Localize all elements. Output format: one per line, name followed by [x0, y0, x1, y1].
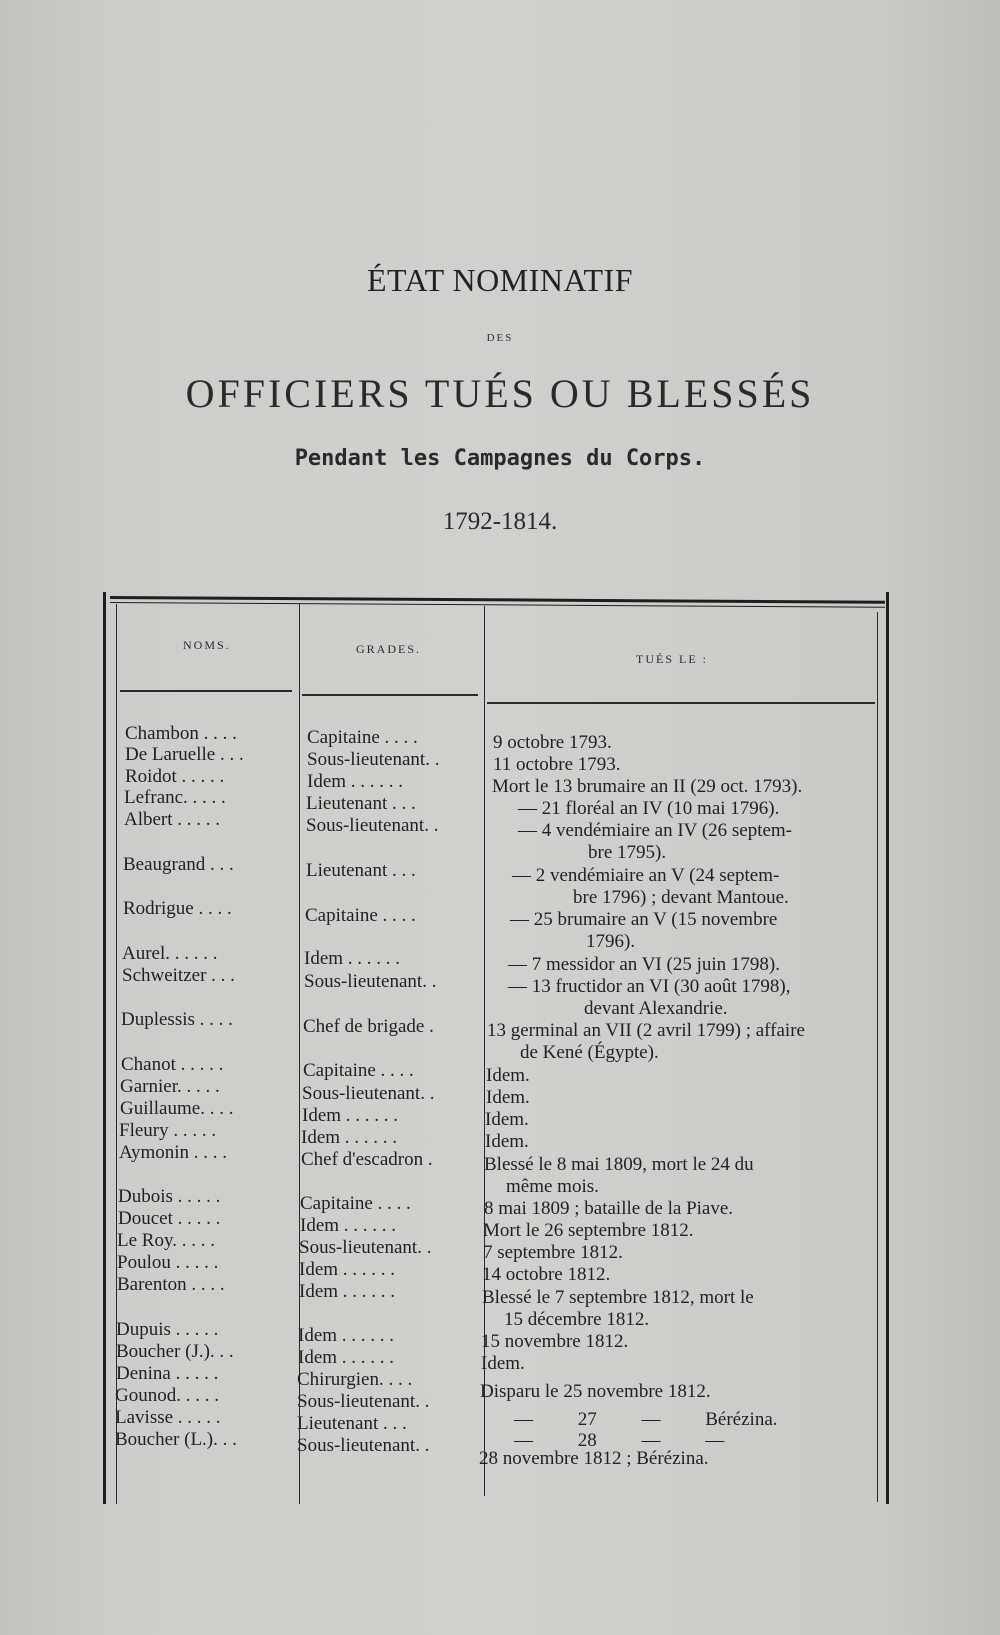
- grade-cell: Capitaine . . . .: [307, 727, 418, 748]
- grade-cell: Idem . . . . . .: [298, 1325, 395, 1346]
- name-cell: Boucher (L.). . .: [115, 1429, 237, 1450]
- grade-cell: Idem . . . . . .: [300, 1215, 397, 1236]
- grade-cell: Idem . . . . . .: [299, 1259, 396, 1280]
- name-cell: Denina . . . . .: [116, 1363, 219, 1384]
- name-cell: Aymonin . . . .: [119, 1142, 228, 1163]
- grade-cell: Idem . . . . . .: [304, 948, 401, 969]
- name-cell: Dubois . . . . .: [118, 1186, 221, 1207]
- grade-cell: Idem . . . . . .: [302, 1105, 399, 1126]
- name-cell: Chambon . . . .: [125, 723, 237, 744]
- name-cell: Lavisse . . . . .: [115, 1407, 221, 1428]
- column-header-names: NOMS.: [183, 638, 231, 652]
- name-cell: Chanot . . . . .: [121, 1054, 224, 1075]
- grade-cell: Chef de brigade .: [303, 1016, 434, 1037]
- date-cell: 28 novembre 1812 ; Bérézina.: [479, 1448, 709, 1469]
- header-rule: [487, 702, 875, 704]
- name-cell: Gounod. . . . .: [115, 1385, 219, 1406]
- header-rule: [120, 690, 292, 692]
- date-cell: Idem.: [486, 1087, 530, 1108]
- date-cell: — 27 — Bérézina.: [514, 1409, 778, 1430]
- grade-cell: Idem . . . . . .: [298, 1347, 395, 1368]
- page-title: ÉTAT NOMINATIF: [366, 262, 634, 298]
- date-cell: Idem.: [486, 1065, 530, 1086]
- name-cell: De Laruelle . . .: [125, 744, 244, 765]
- years: 1792-1814.: [442, 508, 558, 535]
- name-cell: Boucher (J.). . .: [116, 1341, 234, 1362]
- name-cell: Albert . . . . .: [124, 809, 221, 830]
- subtitle: Pendant les Campagnes du Corps.: [294, 446, 706, 471]
- name-cell: Beaugrand . . .: [123, 854, 234, 875]
- title-connector: DES: [486, 332, 514, 344]
- date-cell: — 13 fructidor an VI (30 août 1798),: [508, 976, 791, 997]
- name-cell: Poulou . . . . .: [117, 1252, 219, 1273]
- grade-cell: Chirurgien. . . .: [297, 1369, 413, 1390]
- date-cell: — 4 vendémiaire an IV (26 septem-: [518, 820, 793, 841]
- name-cell: Guillaume. . . .: [120, 1098, 234, 1119]
- date-cell: — 25 brumaire an V (15 novembre: [510, 909, 778, 930]
- date-cell: Idem.: [485, 1131, 529, 1152]
- main-heading: OFFICIERS TUÉS OU BLESSÉS: [185, 371, 815, 416]
- grade-cell: Capitaine . . . .: [303, 1060, 414, 1081]
- grade-cell: Idem . . . . . .: [301, 1127, 398, 1148]
- date-cell: de Kené (Égypte).: [520, 1042, 659, 1063]
- date-cell: — 28 — —: [514, 1430, 725, 1451]
- name-cell: Fleury . . . . .: [119, 1120, 217, 1141]
- name-cell: Dupuis . . . . .: [116, 1319, 219, 1340]
- date-cell: Mort le 26 septembre 1812.: [483, 1220, 694, 1241]
- date-cell: même mois.: [506, 1176, 599, 1197]
- date-cell: Idem.: [481, 1353, 525, 1374]
- date-cell: — 21 floréal an IV (10 mai 1796).: [518, 798, 780, 819]
- date-cell: 9 octobre 1793.: [493, 732, 612, 753]
- date-cell: Blessé le 7 septembre 1812, mort le: [482, 1287, 754, 1308]
- grade-cell: Chef d'escadron .: [301, 1149, 433, 1170]
- grade-cell: Sous-lieutenant. .: [299, 1237, 432, 1258]
- name-cell: Rodrigue . . . .: [123, 898, 232, 919]
- name-cell: Aurel. . . . . .: [122, 943, 218, 964]
- grade-cell: Idem . . . . . .: [307, 771, 404, 792]
- date-cell: Idem.: [485, 1109, 529, 1130]
- name-cell: Garnier. . . . .: [120, 1076, 220, 1097]
- column-header-grades: GRADES.: [356, 642, 422, 656]
- date-cell: devant Alexandrie.: [584, 998, 728, 1019]
- grade-cell: Sous-lieutenant. .: [302, 1083, 435, 1104]
- date-cell: 1796).: [586, 931, 636, 952]
- grade-cell: Lieutenant . . .: [297, 1413, 407, 1434]
- grade-cell: Sous-lieutenant. .: [304, 971, 437, 992]
- name-cell: Barenton . . . .: [117, 1274, 225, 1295]
- date-cell: 14 octobre 1812.: [482, 1264, 611, 1285]
- grade-cell: Lieutenant . . .: [306, 860, 416, 881]
- grade-cell: Sous-lieutenant. .: [306, 815, 439, 836]
- name-cell: Duplessis . . . .: [121, 1009, 233, 1030]
- grade-cell: Sous-lieutenant. .: [307, 749, 440, 770]
- date-cell: — 7 messidor an VI (25 juin 1798).: [508, 954, 780, 975]
- date-cell: Blessé le 8 mai 1809, mort le 24 du: [484, 1154, 754, 1175]
- name-cell: Le Roy. . . . .: [117, 1230, 215, 1251]
- date-cell: 13 germinal an VII (2 avril 1799) ; affaire: [487, 1020, 805, 1041]
- grade-cell: Sous-lieutenant. .: [297, 1435, 430, 1456]
- name-cell: Schweitzer . . .: [122, 965, 235, 986]
- grade-cell: Capitaine . . . .: [305, 905, 416, 926]
- grade-cell: Sous-lieutenant. .: [297, 1391, 430, 1412]
- date-cell: Mort le 13 brumaire an II (29 oct. 1793).: [492, 776, 803, 797]
- column-header-dates: TUÉS LE :: [636, 652, 708, 666]
- date-cell: — 2 vendémiaire an V (24 septem-: [512, 865, 780, 886]
- grade-cell: Idem . . . . . .: [299, 1281, 396, 1302]
- column-rule: [877, 612, 878, 1502]
- date-cell: bre 1795).: [588, 842, 667, 863]
- date-cell: 15 décembre 1812.: [504, 1309, 650, 1330]
- grade-cell: Lieutenant . . .: [306, 793, 416, 814]
- date-cell: bre 1796) ; devant Mantoue.: [573, 887, 789, 908]
- date-cell: 7 septembre 1812.: [483, 1242, 623, 1263]
- name-cell: Roidot . . . . .: [125, 766, 225, 787]
- date-cell: 15 novembre 1812.: [481, 1331, 629, 1352]
- header-rule: [302, 694, 478, 696]
- date-cell: 8 mai 1809 ; bataille de la Piave.: [484, 1198, 734, 1219]
- grade-cell: Capitaine . . . .: [300, 1193, 411, 1214]
- date-cell: 11 octobre 1793.: [493, 754, 621, 775]
- date-cell: Disparu le 25 novembre 1812.: [480, 1381, 711, 1402]
- name-cell: Doucet . . . . .: [118, 1208, 221, 1229]
- name-cell: Lefranc. . . . .: [124, 787, 226, 808]
